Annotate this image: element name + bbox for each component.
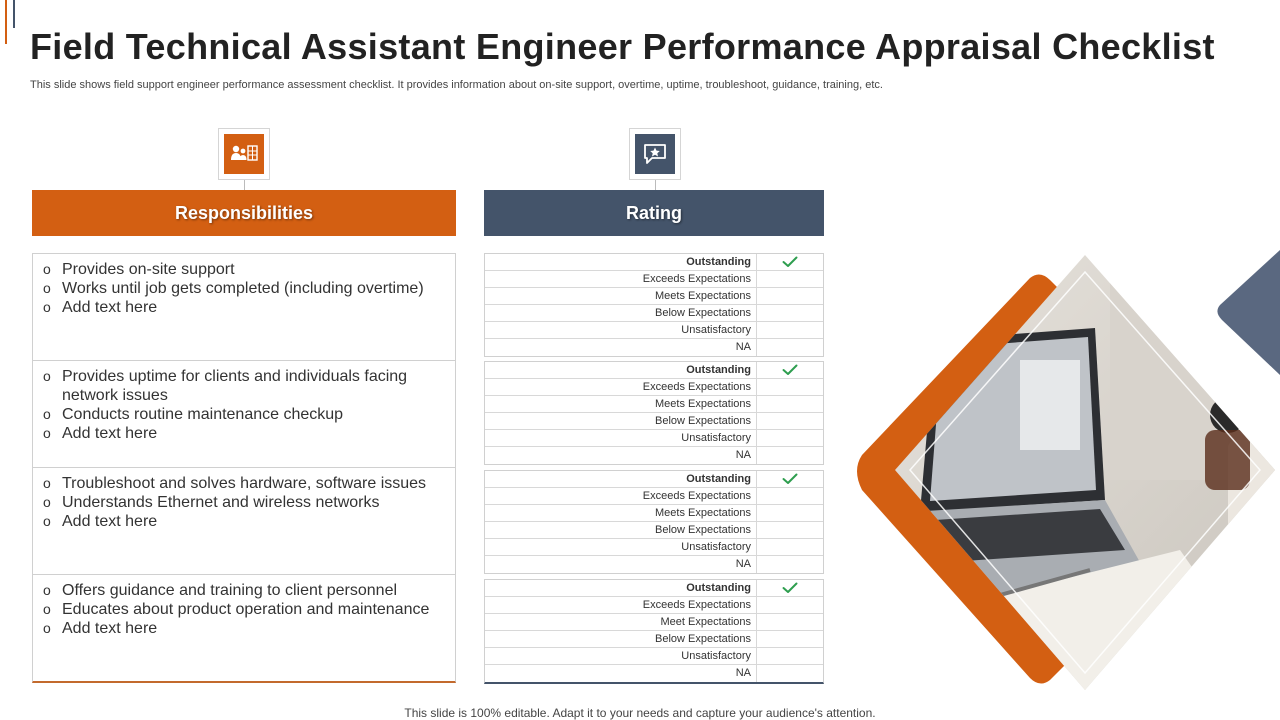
rating-row — [485, 339, 823, 356]
rating-group-4 — [484, 579, 824, 684]
bullet-marker: o — [43, 620, 51, 636]
rating-checkbox-cell[interactable] — [757, 614, 823, 630]
list-item-text: Add text here — [62, 620, 158, 637]
rating-level-label: Below Expectations — [485, 413, 757, 429]
list-item-text: Provides on-site support — [62, 261, 235, 278]
rating-level-label: Unsatisfactory — [485, 648, 757, 664]
rating-header: Rating — [484, 190, 824, 236]
rating-row — [485, 556, 823, 573]
list-item-text: Offers guidance and training to client personnel — [62, 582, 398, 599]
rating-level-label: Exceeds Expectations — [485, 597, 757, 613]
list-item-text: Troubleshoot and solves hardware, software issues — [62, 475, 427, 492]
rating-checkbox-cell[interactable] — [757, 322, 823, 338]
rating-level-label: Outstanding — [485, 580, 757, 596]
rating-icon-frame — [629, 128, 681, 180]
rating-checkbox-cell[interactable] — [757, 556, 823, 573]
responsibility-row-1 — [33, 254, 455, 361]
rating-level-label: Outstanding — [485, 362, 757, 378]
rating-level-label: Meets Expectations — [485, 288, 757, 304]
rating-row — [485, 488, 823, 505]
rating-level-label: Unsatisfactory — [485, 539, 757, 555]
rating-checkbox-cell[interactable] — [757, 488, 823, 504]
rating-row — [485, 322, 823, 339]
rating-row — [485, 471, 823, 488]
rating-checkbox-cell[interactable] — [757, 413, 823, 429]
list-item — [43, 279, 445, 298]
rating-checkbox-cell[interactable] — [757, 288, 823, 304]
rating-row — [485, 447, 823, 464]
rating-row — [485, 614, 823, 631]
rating-level-label: Below Expectations — [485, 631, 757, 647]
list-item — [43, 581, 445, 600]
list-item — [43, 260, 445, 279]
rating-level-label: Below Expectations — [485, 305, 757, 321]
bullet-marker: o — [43, 368, 51, 384]
rating-level-label: Below Expectations — [485, 522, 757, 538]
rating-level-label: Meet Expectations — [485, 614, 757, 630]
rating-checkbox-cell[interactable] — [757, 447, 823, 464]
slide-subtitle: This slide shows field support engineer performance assessment checklist. It provides information about on-site support, overtime, uptime, troubleshoot, guidance, training, etc. — [30, 79, 883, 91]
rating-row — [485, 305, 823, 322]
rating-row — [485, 539, 823, 556]
responsibility-row-4 — [33, 575, 455, 682]
bullet-marker: o — [43, 513, 51, 529]
rating-level-label: Exceeds Expectations — [485, 379, 757, 395]
responsibility-row-2 — [33, 361, 455, 468]
list-item — [43, 600, 445, 619]
rating-connector — [655, 180, 656, 190]
rating-checkbox-cell[interactable] — [757, 580, 823, 596]
checkmark-icon — [782, 256, 798, 268]
rating-row — [485, 379, 823, 396]
rating-level-label: Unsatisfactory — [485, 322, 757, 338]
checkmark-icon — [782, 582, 798, 594]
rating-row — [485, 522, 823, 539]
list-item — [43, 512, 445, 531]
bullet-marker: o — [43, 406, 51, 422]
rating-row — [485, 597, 823, 614]
rating-level-label: Outstanding — [485, 254, 757, 270]
checkmark-icon — [782, 364, 798, 376]
rating-row — [485, 254, 823, 271]
rating-row — [485, 631, 823, 648]
list-item-text: Add text here — [62, 513, 158, 530]
laptop-photo-image — [850, 250, 1280, 700]
rating-level-label: Exceeds Expectations — [485, 271, 757, 287]
responsibilities-connector — [244, 180, 245, 190]
responsibilities-icon-frame — [218, 128, 270, 180]
rating-row — [485, 505, 823, 522]
rating-row — [485, 396, 823, 413]
rating-checkbox-cell[interactable] — [757, 597, 823, 613]
corner-accent-orange — [5, 0, 7, 44]
bullet-marker: o — [43, 582, 51, 598]
slide-title: Field Technical Assistant Engineer Performance Appraisal Checklist — [30, 26, 1215, 67]
rating-checkbox-cell[interactable] — [757, 505, 823, 521]
list-item — [43, 493, 445, 512]
responsibilities-table — [32, 253, 456, 683]
list-item-text: Conducts routine maintenance checkup — [62, 406, 344, 423]
rating-checkbox-cell[interactable] — [757, 471, 823, 487]
list-item-text: Understands Ethernet and wireless networks — [62, 494, 380, 511]
checkmark-icon — [782, 473, 798, 485]
bullet-marker: o — [43, 601, 51, 617]
rating-group-1 — [484, 253, 824, 357]
rating-checkbox-cell[interactable] — [757, 305, 823, 321]
list-item — [43, 405, 445, 424]
bullet-marker: o — [43, 280, 51, 296]
rating-checkbox-cell[interactable] — [757, 648, 823, 664]
list-item — [43, 474, 445, 493]
rating-checkbox-cell[interactable] — [757, 539, 823, 555]
list-item-text: Provides uptime for clients and individuals facing network issues — [62, 368, 408, 404]
rating-level-label: Exceeds Expectations — [485, 488, 757, 504]
rating-row — [485, 648, 823, 665]
rating-level-label: NA — [485, 339, 757, 356]
rating-checkbox-cell[interactable] — [757, 271, 823, 287]
rating-level-label: Unsatisfactory — [485, 430, 757, 446]
bullet-marker: o — [43, 494, 51, 510]
list-item-text: Works until job gets completed (including overtime) — [62, 280, 424, 297]
list-item — [43, 298, 445, 317]
slide-footer: This slide is 100% editable. Adapt it to your needs and capture your audience's attention. — [404, 706, 876, 720]
responsibilities-header: Responsibilities — [32, 190, 456, 236]
rating-checkbox-cell[interactable] — [757, 665, 823, 682]
rating-group-2 — [484, 361, 824, 465]
star-chat-icon — [635, 134, 675, 174]
rating-level-label: Outstanding — [485, 471, 757, 487]
list-item-text: Educates about product operation and maintenance — [62, 601, 430, 618]
rating-level-label: NA — [485, 556, 757, 573]
list-item — [43, 619, 445, 638]
rating-checkbox-cell[interactable] — [757, 254, 823, 270]
rating-row — [485, 288, 823, 305]
list-item-text: Add text here — [62, 299, 158, 316]
bullet-marker: o — [43, 299, 51, 315]
rating-checkbox-cell[interactable] — [757, 339, 823, 356]
rating-row — [485, 413, 823, 430]
rating-row — [485, 580, 823, 597]
rating-checkbox-cell[interactable] — [757, 379, 823, 395]
rating-row — [485, 271, 823, 288]
rating-level-label: Meets Expectations — [485, 505, 757, 521]
bullet-marker: o — [43, 475, 51, 491]
responsibility-row-3 — [33, 468, 455, 575]
rating-group-3 — [484, 470, 824, 574]
rating-level-label: NA — [485, 665, 757, 682]
rating-checkbox-cell[interactable] — [757, 362, 823, 378]
list-item — [43, 367, 445, 405]
rating-row — [485, 665, 823, 682]
rating-checkbox-cell[interactable] — [757, 396, 823, 412]
rating-level-label: NA — [485, 447, 757, 464]
corner-accent-blue — [13, 0, 15, 28]
team-board-icon — [224, 134, 264, 174]
rating-row — [485, 362, 823, 379]
rating-checkbox-cell[interactable] — [757, 631, 823, 647]
rating-checkbox-cell[interactable] — [757, 430, 823, 446]
bullet-marker: o — [43, 425, 51, 441]
list-item — [43, 424, 445, 443]
bullet-marker: o — [43, 261, 51, 277]
rating-checkbox-cell[interactable] — [757, 522, 823, 538]
rating-row — [485, 430, 823, 447]
rating-level-label: Meets Expectations — [485, 396, 757, 412]
list-item-text: Add text here — [62, 425, 158, 442]
